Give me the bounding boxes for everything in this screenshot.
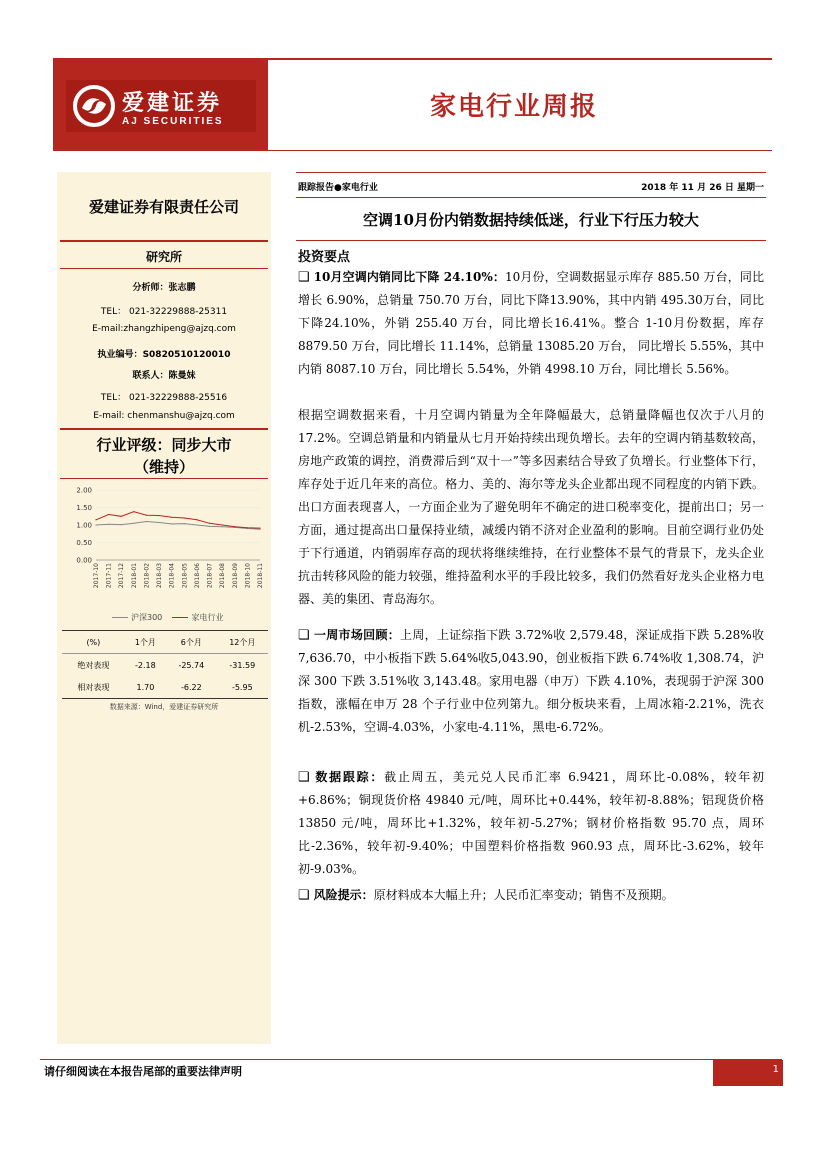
table-cell: 1.70 (125, 676, 166, 699)
relative-performance-chart (62, 484, 267, 612)
data-point (146, 515, 147, 516)
analyst-label: 分析师： (132, 283, 169, 293)
data-point (209, 526, 210, 527)
main-top-rule (296, 172, 766, 173)
table-cell: -25.74 (178, 660, 205, 670)
data-point (196, 519, 197, 520)
sidebar-divider (60, 240, 268, 242)
data-point (196, 524, 197, 525)
checkbox-icon: ❑ (298, 888, 310, 903)
data-point (121, 516, 122, 517)
legend-item-hs300 (112, 613, 162, 622)
data-point (259, 528, 260, 529)
breadcrumb (298, 180, 378, 193)
data-point (184, 523, 185, 524)
table-row (62, 676, 268, 699)
page-number: 1 (772, 1064, 779, 1075)
report-series-title: 家电行业周报 (430, 92, 599, 122)
section-title: 投资要点 (298, 250, 351, 265)
analyst-name: 张志鹏 (168, 283, 196, 293)
aj-logo-icon (72, 84, 116, 128)
analyst-email[interactable]: E-mail:zhangzhipeng@ajzq.com (92, 324, 236, 334)
license-number: S0820510120010 (142, 350, 231, 360)
data-point (222, 526, 223, 527)
bullet-icon: ● (334, 183, 342, 193)
series-line (96, 522, 260, 530)
license-line (57, 347, 271, 360)
data-point (121, 524, 122, 525)
x-tick-label: 2018-03 (156, 563, 164, 589)
data-point (184, 517, 185, 518)
contact-line (57, 368, 271, 381)
data-point (108, 514, 109, 515)
x-tick-label: 2018-10 (244, 563, 252, 589)
paragraph-analysis (298, 404, 764, 611)
data-point (158, 522, 159, 523)
contact-email[interactable]: E-mail: chenmanshu@ajzq.com (93, 411, 235, 421)
legend-label: 沪深300 (131, 613, 163, 622)
performance-table (62, 630, 268, 699)
contact-label: 联系人： (132, 371, 169, 381)
paragraph-ac-sales (298, 266, 764, 381)
paragraph-text: 原材料成本大幅上升；人民币汇率变动；销售不及预期。 (373, 888, 674, 902)
paragraph-market-review (298, 624, 764, 739)
legal-disclaimer: 请仔细阅读在本报告尾部的重要法律声明 (44, 1065, 242, 1078)
checkbox-icon: ❑ (298, 270, 310, 285)
y-tick-label: 0.00 (76, 556, 92, 565)
checkbox-icon: ❑ (298, 770, 310, 785)
table-header-row (62, 631, 268, 654)
x-tick-label: 2018-11 (257, 563, 264, 589)
x-tick-label: 2018-06 (193, 563, 201, 589)
row-label: 相对表现 (62, 676, 125, 699)
x-tick-label: 2018-07 (206, 563, 214, 589)
paragraph-text: 根据空调数据来看，十月空调内销量为全年降幅最大，总销量降幅也仅次于八月的 17.2%。空调总销量和内销量从七月开始持续出现负增长。去年的空调内销基数较高，房地产政策的调控，消费滞后到“双十一”等多因素结合导致了负增长。行业整体下行，库存处于近几年来的高位。格力、美的、海尔等龙头企业都出现不同程度的内销下跌。出口方面表现喜人，一方面企业为了避免明年不确定的进口税率变化，提前出口；另一方面，通过提高出口量保持业绩，减缓内销不济对企业盈利的影响。目前空调行业仍处于下行通道，内销弱库存高的现状将继续维持，在行业整体不景气的背景下，龙头企业抗击转移风险的能力较强，维持盈利水平的手段比较多，我们仍然看好龙头企业格力电器、美的集团、青岛海尔。 (298, 408, 764, 606)
institute-label: 研究所 (145, 250, 182, 264)
sidebar-divider (60, 428, 268, 430)
legend-item-appliance (172, 613, 223, 622)
data-point (234, 526, 235, 527)
data-point (133, 523, 134, 524)
x-tick-label: 2017-10 (93, 563, 100, 589)
footer-rule (40, 1059, 782, 1060)
chart-legend (112, 612, 262, 623)
header-bottom-rule (53, 150, 772, 151)
table-cell: -5.95 (217, 676, 268, 699)
data-point (158, 515, 159, 516)
main-rule (296, 240, 766, 241)
paragraph-lead: 10月空调内销同比下降 24.10%： (313, 270, 506, 284)
checkbox-icon: ❑ (298, 628, 310, 643)
y-tick-label: 1.00 (76, 521, 92, 530)
data-point (259, 529, 260, 530)
main-rule (296, 197, 766, 198)
x-tick-label: 2017-11 (105, 563, 113, 589)
row-label: 绝对表现 (77, 660, 110, 670)
data-source-note: 数据来源：Wind，爱建证券研究所 (109, 703, 219, 711)
series-line (96, 512, 260, 528)
paragraph-risk (298, 884, 764, 907)
breadcrumb-industry: 家电行业 (341, 183, 378, 193)
table-header: 6个月 (166, 631, 217, 654)
data-point (171, 523, 172, 524)
paragraph-lead: 数据跟踪： (313, 770, 385, 784)
y-tick-label: 1.50 (76, 504, 92, 512)
rating-status: （维持） (133, 458, 194, 476)
contact-name: 陈曼妹 (168, 371, 196, 381)
sidebar-divider (60, 268, 268, 269)
industry-rating: 行业评级：同步大市 (96, 436, 232, 454)
y-tick-label: 0.50 (76, 539, 92, 547)
logo-english-name: AJ SECURITIES (122, 116, 224, 127)
logo-chinese-name: 爱建证券 (122, 90, 223, 116)
x-tick-label: 2018-08 (219, 563, 227, 589)
table-header: (%) (62, 631, 125, 654)
x-tick-label: 2018-09 (231, 563, 239, 589)
paragraph-lead: 风险提示： (313, 888, 374, 902)
data-point (171, 517, 172, 518)
x-tick-label: 2018-02 (143, 563, 151, 589)
company-name: 爱建证券有限责任公司 (88, 198, 239, 216)
table-header: 1个月 (125, 631, 166, 654)
analyst-line (57, 280, 271, 293)
data-point (95, 519, 96, 520)
x-tick-label: 2018-01 (130, 563, 138, 589)
data-point (222, 524, 223, 525)
paragraph-text: 10月份，空调数据显示库存 885.50 万台，同比增长 6.90%，总销量 750.70 万台，同比下降13.90%，其中内销 495.30万台，同比下降24.10%，外销 255.40 万台，同比增长16.41%。整合 1-10月份数据，库存 8879.50 万台，同比增长 11.14%，总销量 13085.20 万台， 同比增长 5.55%，其中内销 8087.10 万台，同比增长 5.54%，外销 4998.10 万台，同比增长 5.56%。 (298, 270, 765, 376)
paragraph-text: 上周，上证综指下跌 3.72%收 2,579.48，深证成指下跌 5.28%收7,636.70，中小板指下跌 5.64%收5,043.90，创业板指下跌 6.74%收 1,308.74，沪深 300 下跌 3.51%收 3,143.48。家用电器（申万）下跌 4.10%，表现弱于沪深 300 指数，涨幅在申万 28 个子行业中位列第九。细分板块来看，上周冰箱-2.21%，洗衣机-2.53%，空调-4.03%，小家电-4.11%，黑电-6.72%。 (298, 628, 764, 734)
paragraph-data-tracking (298, 766, 764, 881)
data-point (247, 527, 248, 528)
breadcrumb-report-type: 跟踪报告 (298, 183, 335, 193)
paragraph-lead: 一周市场回顾： (313, 628, 401, 642)
data-point (108, 524, 109, 525)
report-title: 空调10月份内销数据持续低迷，行业下行压力较大 (363, 211, 699, 229)
data-point (133, 511, 134, 512)
x-tick-label: 2018-05 (181, 563, 189, 589)
table-cell: -6.22 (166, 676, 217, 699)
license-label: 执业编号： (97, 350, 143, 360)
legend-label: 家电行业 (191, 613, 224, 622)
table-header: 12个月 (217, 631, 268, 654)
paragraph-text: 截止周五，美元兑人民币汇率 6.9421，周环比-0.08%，较年初+6.86%；铜现货价格 49840 元/吨，周环比+0.44%，较年初-8.88%；铝现货价格 13850 元/吨，周环比+1.32%，较年初-5.27%；钢材价格指数 95.70 点，周环比-2.36%，较年初-9.40%；中国塑料价格指数 960.93 点，周环比-3.62%，较年初-9.03%。 (298, 770, 764, 876)
analyst-tel: TEL： 021-32229888-25311 (100, 307, 228, 317)
data-point (146, 521, 147, 522)
x-tick-label: 2018-04 (168, 563, 176, 589)
report-date: 2018 年 11 月 26 日 星期一 (641, 183, 764, 193)
table-cell: -31.59 (229, 660, 256, 670)
table-row (62, 654, 268, 677)
y-tick-label: 2.00 (76, 486, 92, 495)
table-cell: -2.18 (135, 660, 156, 670)
data-point (95, 524, 96, 525)
x-tick-label: 2017-12 (118, 563, 126, 589)
sidebar-divider (60, 478, 268, 479)
data-point (209, 523, 210, 524)
contact-tel: TEL： 021-32229888-25516 (100, 393, 228, 403)
